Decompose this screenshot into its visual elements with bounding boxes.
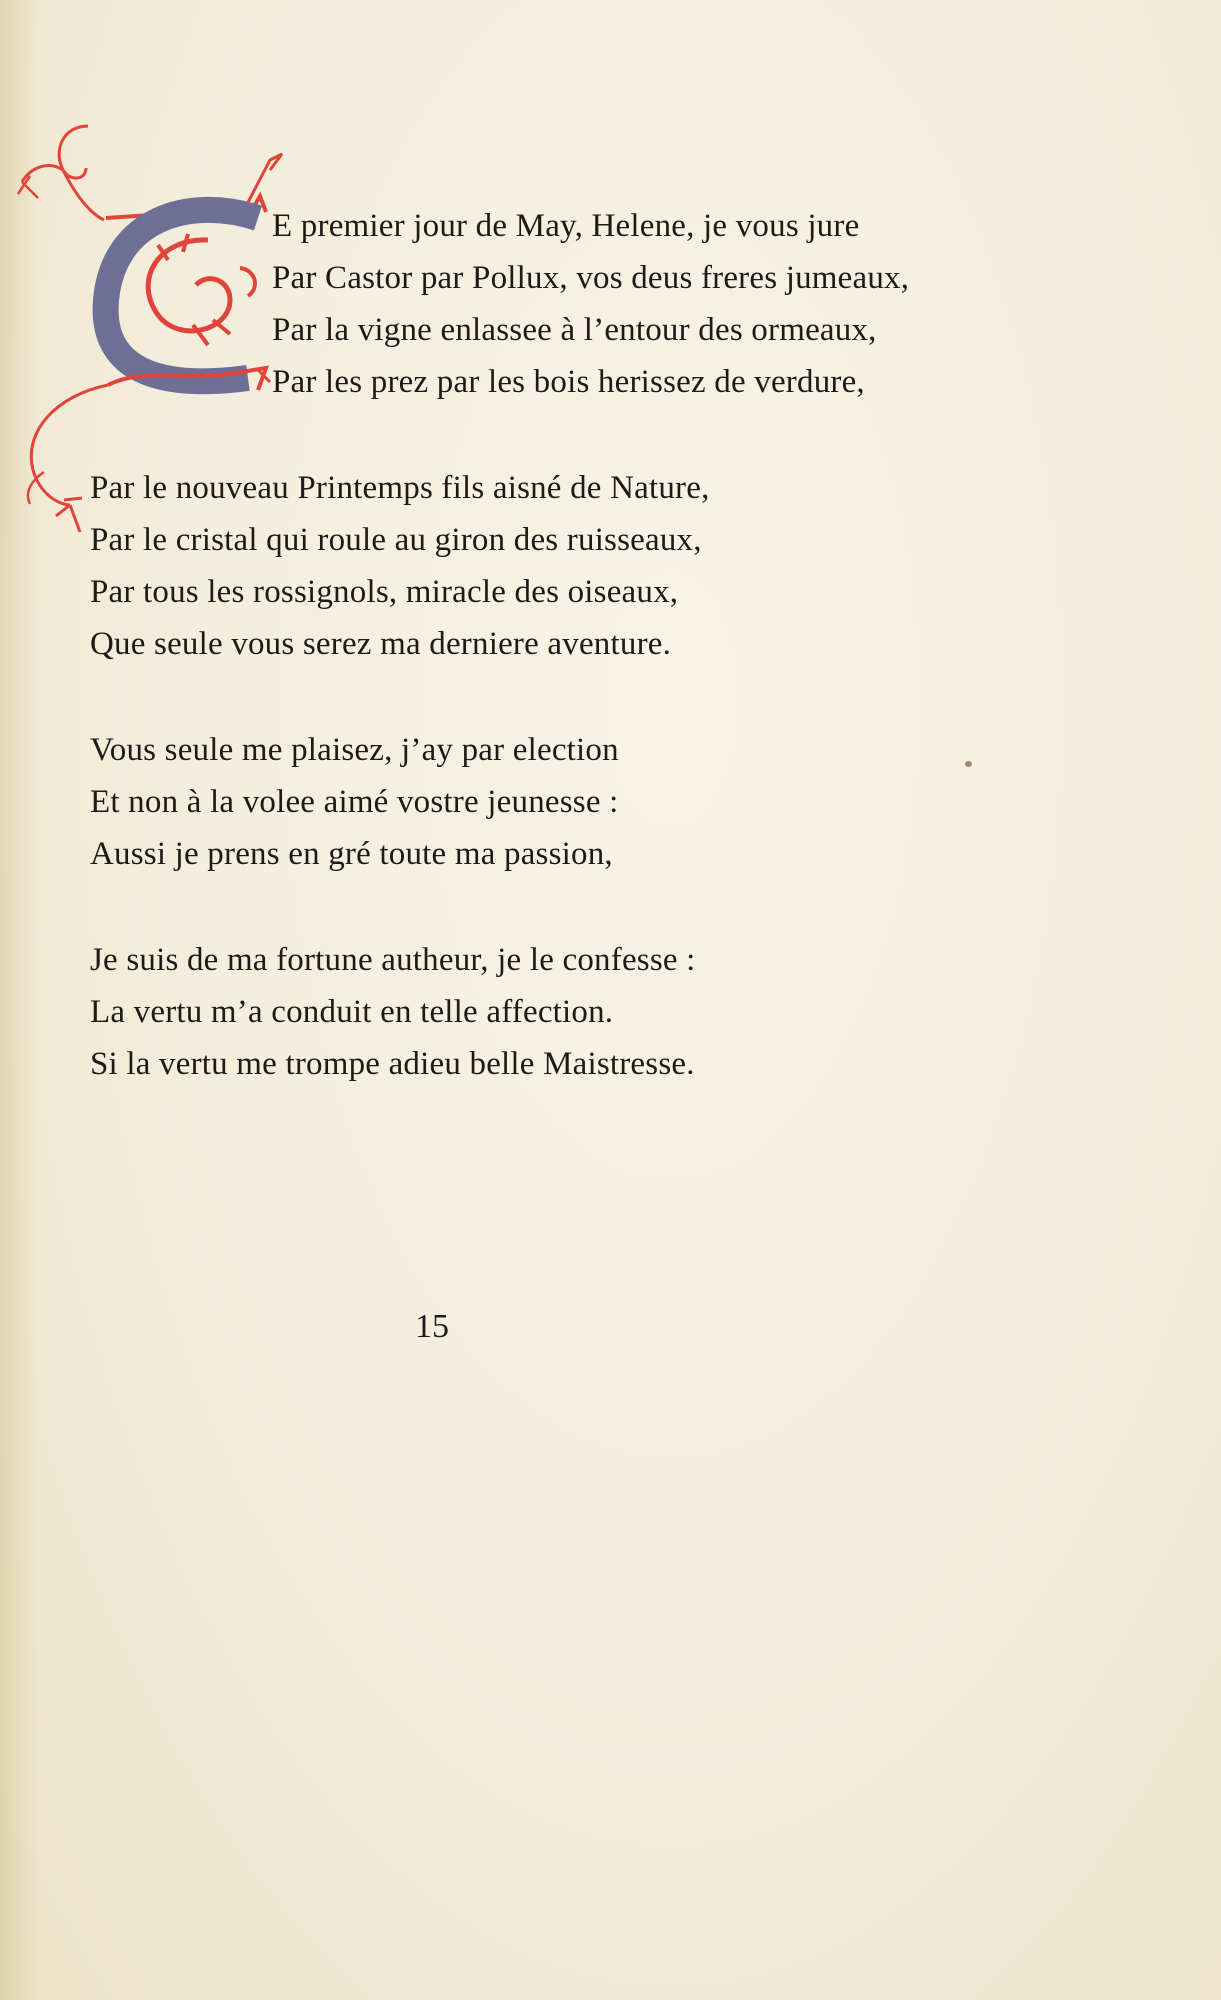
poem-line: Par tous les rossignols, miracle des oiseaux, (90, 574, 679, 610)
page-number: 15 (415, 1308, 449, 1345)
poem-line: Par la vigne enlassee à l’entour des ormeaux, (272, 312, 877, 348)
poem-line: Par le cristal qui roule au giron des ruisseaux, (90, 522, 702, 558)
poem-line: Par le nouveau Printemps fils aisné de Nature, (90, 470, 710, 506)
poem-line: Que seule vous serez ma derniere aventure. (90, 626, 672, 662)
poem-line: Je suis de ma fortune autheur, je le confesse : (90, 942, 696, 978)
poem-line: La vertu m’a conduit en telle affection. (90, 994, 614, 1030)
poem-line: E premier jour de May, Helene, je vous jure (272, 208, 860, 244)
poem-line: Aussi je prens en gré toute ma passion, (90, 836, 613, 872)
poem-line: Par Castor par Pollux, vos deus freres jumeaux, (272, 260, 910, 296)
poem-line: Par les prez par les bois herissez de verdure, (272, 364, 865, 400)
poem-line: Vous seule me plaisez, j’ay par election (90, 732, 619, 768)
paper-speck (965, 761, 972, 767)
poem-line: Si la vertu me trompe adieu belle Maistresse. (90, 1046, 695, 1082)
poem-line: Et non à la volee aimé vostre jeunesse : (90, 784, 619, 820)
